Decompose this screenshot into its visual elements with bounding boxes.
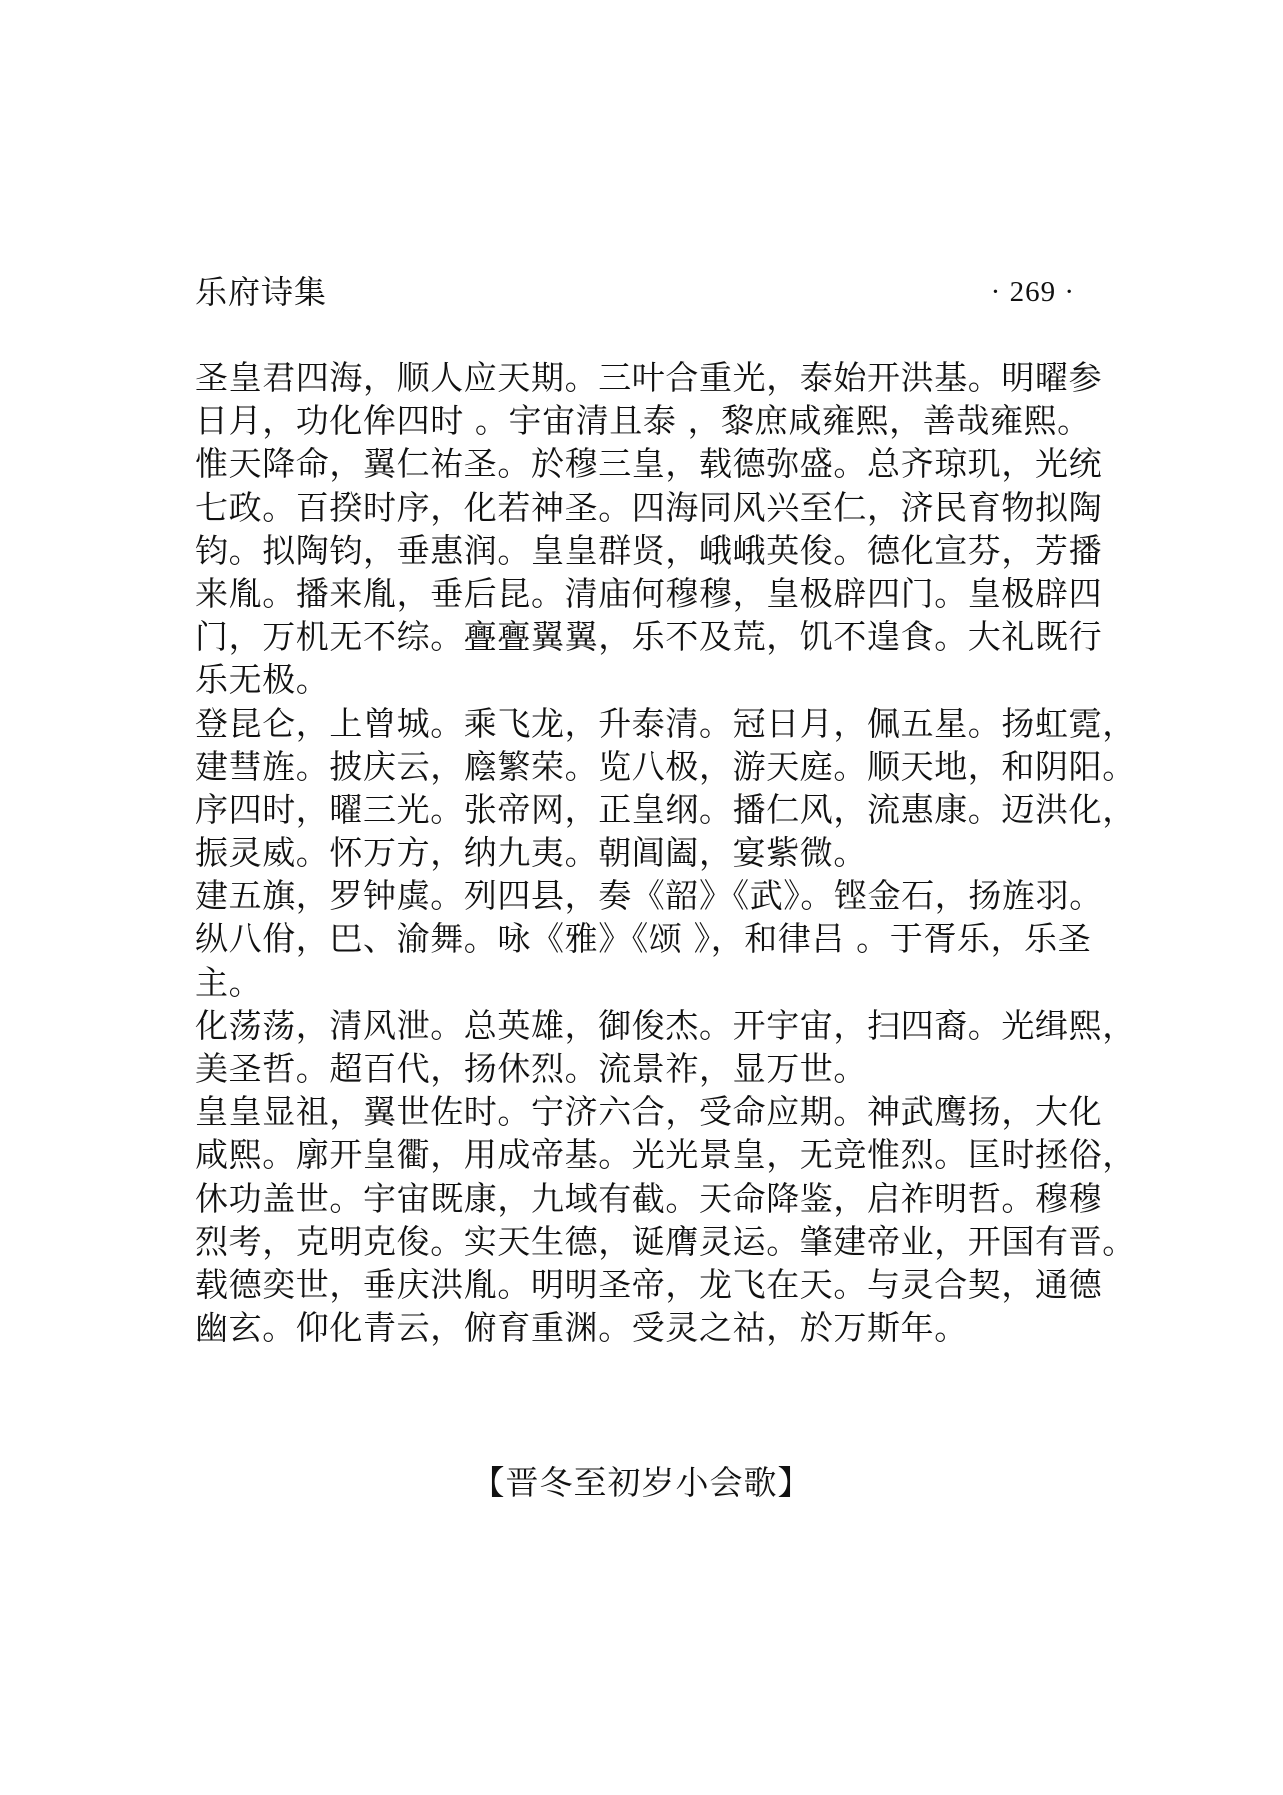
book-title: 乐府诗集 — [195, 273, 328, 311]
text-line: 纵八佾，巴、渝舞。咏《雅》《颂 》，和律吕 。于胥乐，乐圣 — [195, 919, 1092, 959]
text-line: 序四时，曜三光。张帝网，正皇纲。播仁风，流惠康。迈洪化， — [195, 789, 1136, 829]
text-line: 振灵威。怀万方，纳九夷。朝阊阖，宴紫微。 — [195, 833, 867, 873]
section-heading: 【晋冬至初岁小会歌】 — [471, 1463, 812, 1502]
text-line: 载德奕世，垂庆洪胤。明明圣帝，龙飞在天。与灵合契，通德 — [195, 1264, 1103, 1304]
text-line: 皇皇显祖，翼世佐时。宁济六合，受命应期。神武鹰扬，大化 — [195, 1092, 1103, 1132]
paragraph — [195, 1004, 1136, 1090]
body-text — [195, 356, 1136, 1349]
text-line: 咸熙。廓开皇衢，用成帝基。光光景皇，无竞惟烈。匡时拯俗， — [195, 1135, 1136, 1175]
text-line: 门，万机无不综。亹亹翼翼，乐不及荒，饥不遑食。大礼既行 — [195, 617, 1103, 657]
text-line: 休功盖世。宇宙既康，九域有截。天命降鉴，启祚明哲。穆穆 — [195, 1178, 1103, 1218]
text-line: 主。 — [195, 962, 263, 1002]
text-line: 惟天降命，翼仁祐圣。於穆三皇，载德弥盛。总齐琼玑，光统 — [195, 444, 1103, 484]
text-line: 七政。百揆时序，化若神圣。四海同风兴至仁，济民育物拟陶 — [195, 487, 1103, 527]
running-header — [195, 270, 1075, 314]
text-line: 美圣哲。超百代，扬休烈。流景祚，显万世。 — [195, 1049, 867, 1088]
paragraph — [195, 1090, 1136, 1349]
paragraph — [195, 874, 1115, 1004]
page-number: · 269 · — [990, 276, 1075, 308]
text-line: 登昆仑，上曾城。乘飞龙，升泰清。冠日月，佩五星。扬虹霓， — [195, 703, 1136, 743]
text-line: 圣皇君四海，顺人应天期。三叶合重光，泰始开洪基。明曜参 — [195, 358, 1103, 397]
text-line: 来胤。播来胤，垂后昆。清庙何穆穆，皇极辟四门。皇极辟四 — [195, 573, 1103, 613]
text-line: 建彗旌。披庆云，廕繁荣。览八极，游天庭。顺天地，和阴阳。 — [195, 746, 1136, 786]
paragraph — [195, 356, 1115, 442]
text-line: 钧。拟陶钧，垂惠润。皇皇群贤，峨峨英俊。德化宣芬，芳播 — [195, 530, 1103, 570]
text-line: 日月，功化侔四时 。宇宙清且泰 ，黎庶咸雍熙，善哉雍熙。 — [195, 401, 1091, 441]
text-line: 建五旗，罗钟虡。列四县，奏《韶》《武》。铿金石，扬旌羽。 — [195, 876, 1103, 916]
text-line: 化荡荡，清风泄。总英雄，御俊杰。开宇宙，扫四裔。光缉熙， — [195, 1005, 1136, 1045]
text-line: 幽玄。仰化青云，俯育重渊。受灵之祜，於万斯年。 — [195, 1308, 968, 1348]
paragraph — [195, 442, 1115, 701]
text-line: 烈考，克明克俊。实天生德，诞膺灵运。肇建帝业，开国有晋。 — [195, 1221, 1136, 1261]
text-line: 乐无极。 — [195, 660, 330, 700]
paragraph — [195, 702, 1136, 875]
